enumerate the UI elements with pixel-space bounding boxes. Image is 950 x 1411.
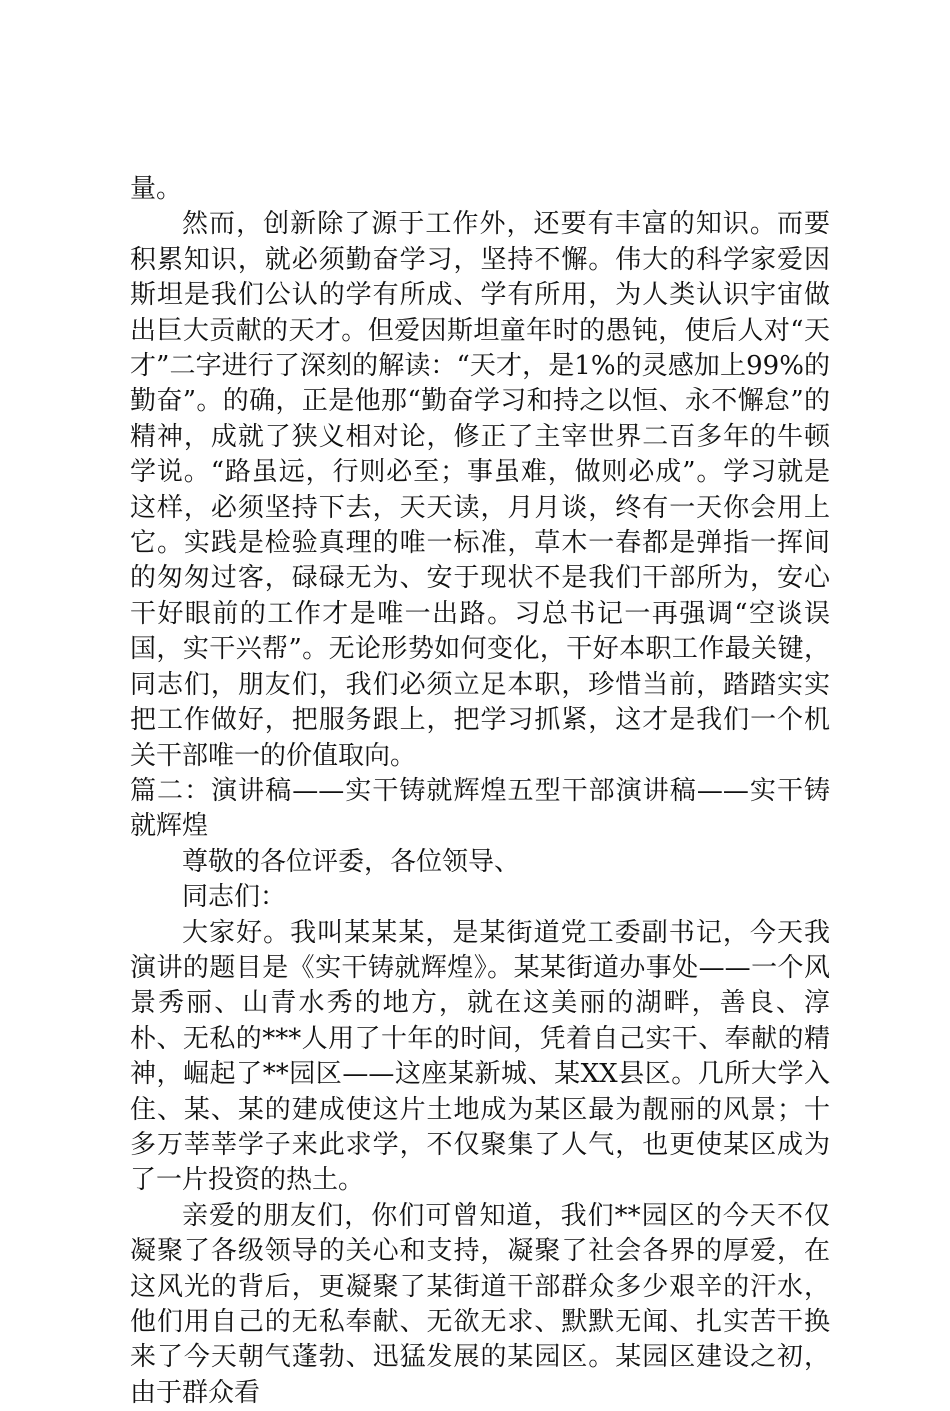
paragraph-introduction: 大家好。我叫某某某，是某街道党工委副书记，今天我演讲的题目是《实干铸就辉煌》。某某街道办事处——一个风景秀丽、山青水秀的地方，就在这美丽的湖畔，善良、淳朴、无私的***人用了十年的时间，凭着自己实干、奉献的精神，崛起了**园区——这座某新城、某XX县区。几所大学入住、某、某的建成使这片土地成为某区最为靓丽的风景；十多万莘莘学子来此求学，不仅聚集了人气，也更使某区成为了一片投资的热土。: [130, 917, 830, 1196]
paragraph-continuation: 量。: [130, 174, 183, 204]
salutation-line-1: 尊敬的各位评委，各位领导、: [182, 846, 521, 877]
paragraph-innovation-study: 然而，创新除了源于工作外，还要有丰富的知识。而要积累知识，就必须勤奋学习，坚持不懈。伟大的科学家爱因斯坦是我们公认的学有所成、学有所用，为人类认识宇宙做出巨大贡献的天才。但爱因斯坦童年时的愚钝，使后人对“天才”二字进行了深刻的解读：“天才，是1%的灵感加上99%的勤奋”。的确，正是他那“勤奋学习和持之以恒、永不懈怠”的精神，成就了狭义相对论，修正了主宰世界二百多年的牛顿学说。“路虽远，行则必至；事虽难，做则必成”。学习就是这样，必须坚持下去，天天读，月月谈，终有一天你会用上它。实践是检验真理的唯一标准，草木一春都是弹指一挥间的匆匆过客，碌碌无为、安于现状不是我们干部所为，安心干好眼前的工作才是唯一出路。习总书记一再强调“空谈误国，实干兴帮”。无论形势如何变化，干好本职工作最关键，同志们，朋友们，我们必须立足本职，珍惜当前，踏踏实实把工作做好，把服务跟上，把学习抓紧，这才是我们一个机关干部唯一的价值取向。: [130, 209, 830, 771]
salutation-line-2: 同志们：: [182, 882, 287, 913]
section-heading: 篇二：演讲稿——实干铸就辉煌五型干部演讲稿——实干铸就辉煌: [130, 775, 830, 842]
paragraph-friends: 亲爱的朋友们，你们可曾知道，我们**园区的今天不仅凝聚了各级领导的关心和支持，凝聚了社会各界的厚爱，在这风光的背后，更凝聚了某街道干部群众多少艰辛的汗水，他们用自己的无私奉献、无欲无求、默默无闻、扎实苦干换来了今天朝气蓬勃、迅猛发展的某园区。某园区建设之初，由于群众看: [130, 1200, 830, 1408]
document-body: [130, 172, 830, 1411]
